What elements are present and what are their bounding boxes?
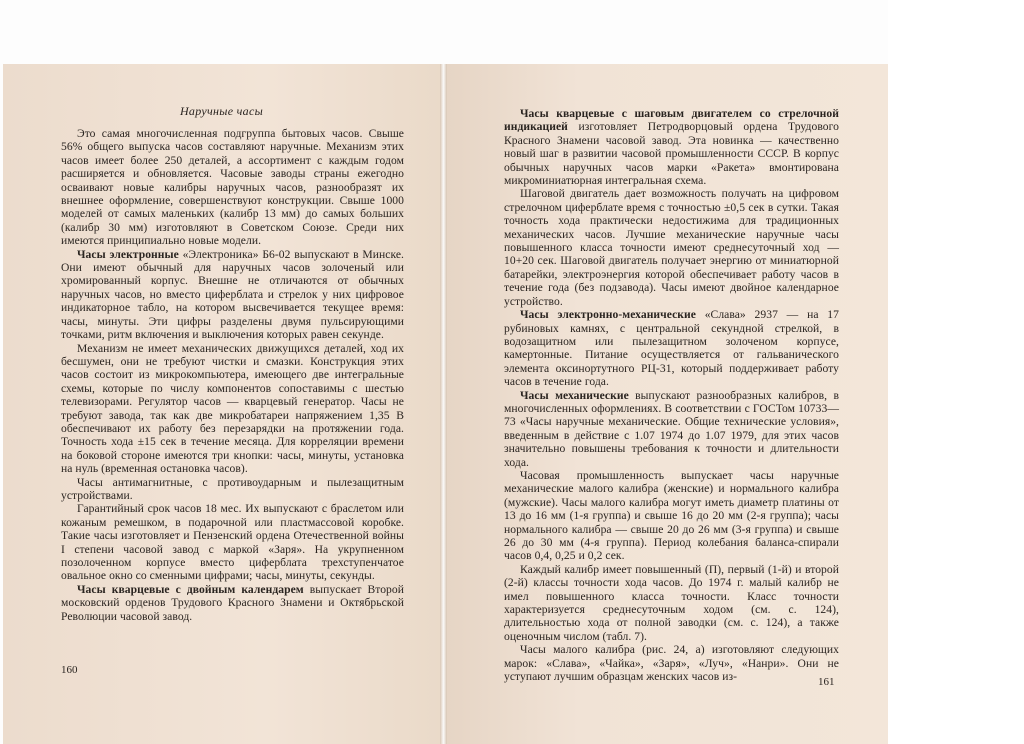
right-page-body — [504, 107, 839, 683]
paragraph: Часы механические выпускают разнообразных калибров, в многочисленных оформлениях. В соответствии с ГОСТом 10733—73 «Часы наручные механические. Общие технические условия», введенным в действие с 1.07 1974 до 1.07 1979, для этих часов значительно повышены требования к точности и длительности хода. — [504, 388, 839, 469]
paragraph-lead: Часы электронно-механические — [520, 308, 696, 322]
scan-background — [888, 0, 1024, 744]
paragraph: Часы электронные «Электроника» Б6-02 выпускают в Минске. Они имеют обычный для наручных часов золоченый или хромированный корпус. Внешне не отличаются от обычных наручных часов, но вместо циферблата и стрелок у них цифровое индикаторное табло, на котором высвечивается текущее время: часы, минуты. Эти цифры разделены двумя пульсирующими точками, ритм включения и выключения которых равен секунде. — [61, 247, 404, 342]
left-page — [3, 64, 440, 744]
left-page-body — [61, 127, 404, 623]
paragraph-lead: Часы механические — [520, 388, 629, 402]
paragraph: Гарантийный срок часов 18 мес. Их выпускают с браслетом или кожаным ремешком, в подарочной или пластмассовой коробке. Такие часы изготовляет и Пензенский ордена Отечественной войны I степени часовой завод с маркой «Заря». На укрупненном позолоченном корпусе вместо циферблата трехступенчатое овальное окно со сменными цифрами; часы, минуты, секунды. — [61, 502, 404, 583]
page-number: 161 — [818, 676, 835, 688]
paragraph: Часы малого калибра (рис. 24, а) изготовляют следующих марок: «Слава», «Чайка», «Заря», «Луч», «Нанри». Они не уступают лучшим образцам женских часов из- — [504, 643, 839, 684]
paragraph: Часы антимагнитные, с противоударным и пылезащитным устройствами. — [61, 475, 404, 502]
paragraph: Это самая многочисленная подгруппа бытовых часов. Свыше 56% общего выпуска часов составляют наручные. Механизм этих часов имеет более 250 деталей, а ассортимент с каждым годом расширяется и обновляется. Часовые заводы страны ежегодно осваивают новые калибры наручных часов, разнообразят их внешнее оформление, совершенствуют конструкции. Свыше 1000 моделей от самых маленьких (калибр 13 мм) до самых больших (калибр 30 мм) изготовляют в Советском Союзе. Среди них имеются принципиально новые модели. — [61, 127, 404, 248]
paragraph-lead: Часы кварцевые с шаговым двигателем со стрелочной индикацией — [504, 107, 839, 134]
book-gutter — [440, 64, 447, 744]
paragraph: Часы кварцевые с двойным календарем выпускает Второй московский орденов Трудового Красного Знамени и Октябрьской Революции часовой завод. — [61, 582, 404, 623]
paragraph: Часы электронно-механические «Слава» 2937 — на 17 рубиновых камнях, с центральной секундной стрелкой, в водозащитном или пылезащитном золоченом корпусе, камертонные. Питание осуществляется от гальванического элемента оксинортутного РЦ-31, который поддерживает работу часов в течение года. — [504, 308, 839, 389]
paragraph: Механизм не имеет механических движущихся деталей, ход их бесшумен, они не требуют чистки и смазки. Конструкция этих часов состоит из микрокомпьютера, имеющего две интегральные схемы, которые по числу компонентов сопоставимы с шестью телевизорами. Регулятор часов — кварцевый генератор. Часы не требуют завода, так как две микробатареи напряжением 1,35 В обеспечивают их работу без перезарядки на протяжении года. Точность хода ±15 сек в течение месяца. Для корреляции времени на боковой стороне имеются три кнопки: часы, минуты, установка на нуль (временная остановка часов). — [61, 341, 404, 476]
right-page — [447, 64, 888, 744]
paragraph: Шаговой двигатель дает возможность получать на цифровом стрелочном циферблате время с точностью ±0,5 сек в сутки. Такая точность хода практически недостижима для традиционных механических часов. Лучшие механические наручные часы повышенного класса точности имеют среднесуточный ход —10+20 сек. Шаговой двигатель получает энергию от миниатюрной батарейки, электроэнергия которой обеспечивает работу часов в течение года (без подзавода). Часы имеют двойное календарное устройство. — [504, 187, 839, 308]
paragraph: Часы кварцевые с шаговым двигателем со стрелочной индикацией изготовляет Петродворцовый ордена Трудового Красного Знамени часовой завод. Эта новинка — качественно новый шаг в развитии часовой промышленности СССР. В корпус обычных наручных часов марки «Ракета» вмонтирована микроминиатюрная интегральная схема. — [504, 107, 839, 188]
paragraph: Каждый калибр имеет повышенный (П), первый (1-й) и второй (2-й) классы точности хода часов. До 1974 г. малый калибр не имел повышенного класса точности. Класс точности характеризуется среднесуточным ходом (см. с. 124), длительностью хода от полной заводки (см. с. 124), а также оценочным числом (табл. 7). — [504, 562, 839, 643]
page-number: 160 — [61, 664, 78, 676]
running-header: Наручные часы — [179, 104, 264, 118]
paragraph-lead: Часы электронные — [77, 247, 179, 261]
paragraph: Часовая промышленность выпускает часы наручные механические малого калибра (женские) и нормального калибра (мужские). Часы малого калибра могут иметь диаметр платины от 13 до 16 мм (1-я группа) и свыше 16 до 20 мм (2-я группа); часы нормального калибра — свыше 20 до 26 мм (3-я группа) и свыше 26 до 30 мм (4-я группа). Период колебания баланса-спирали часов 0,4, 0,25 и 0,2 сек. — [504, 468, 839, 563]
paragraph-lead: Часы кварцевые с двойным календарем — [77, 582, 304, 596]
